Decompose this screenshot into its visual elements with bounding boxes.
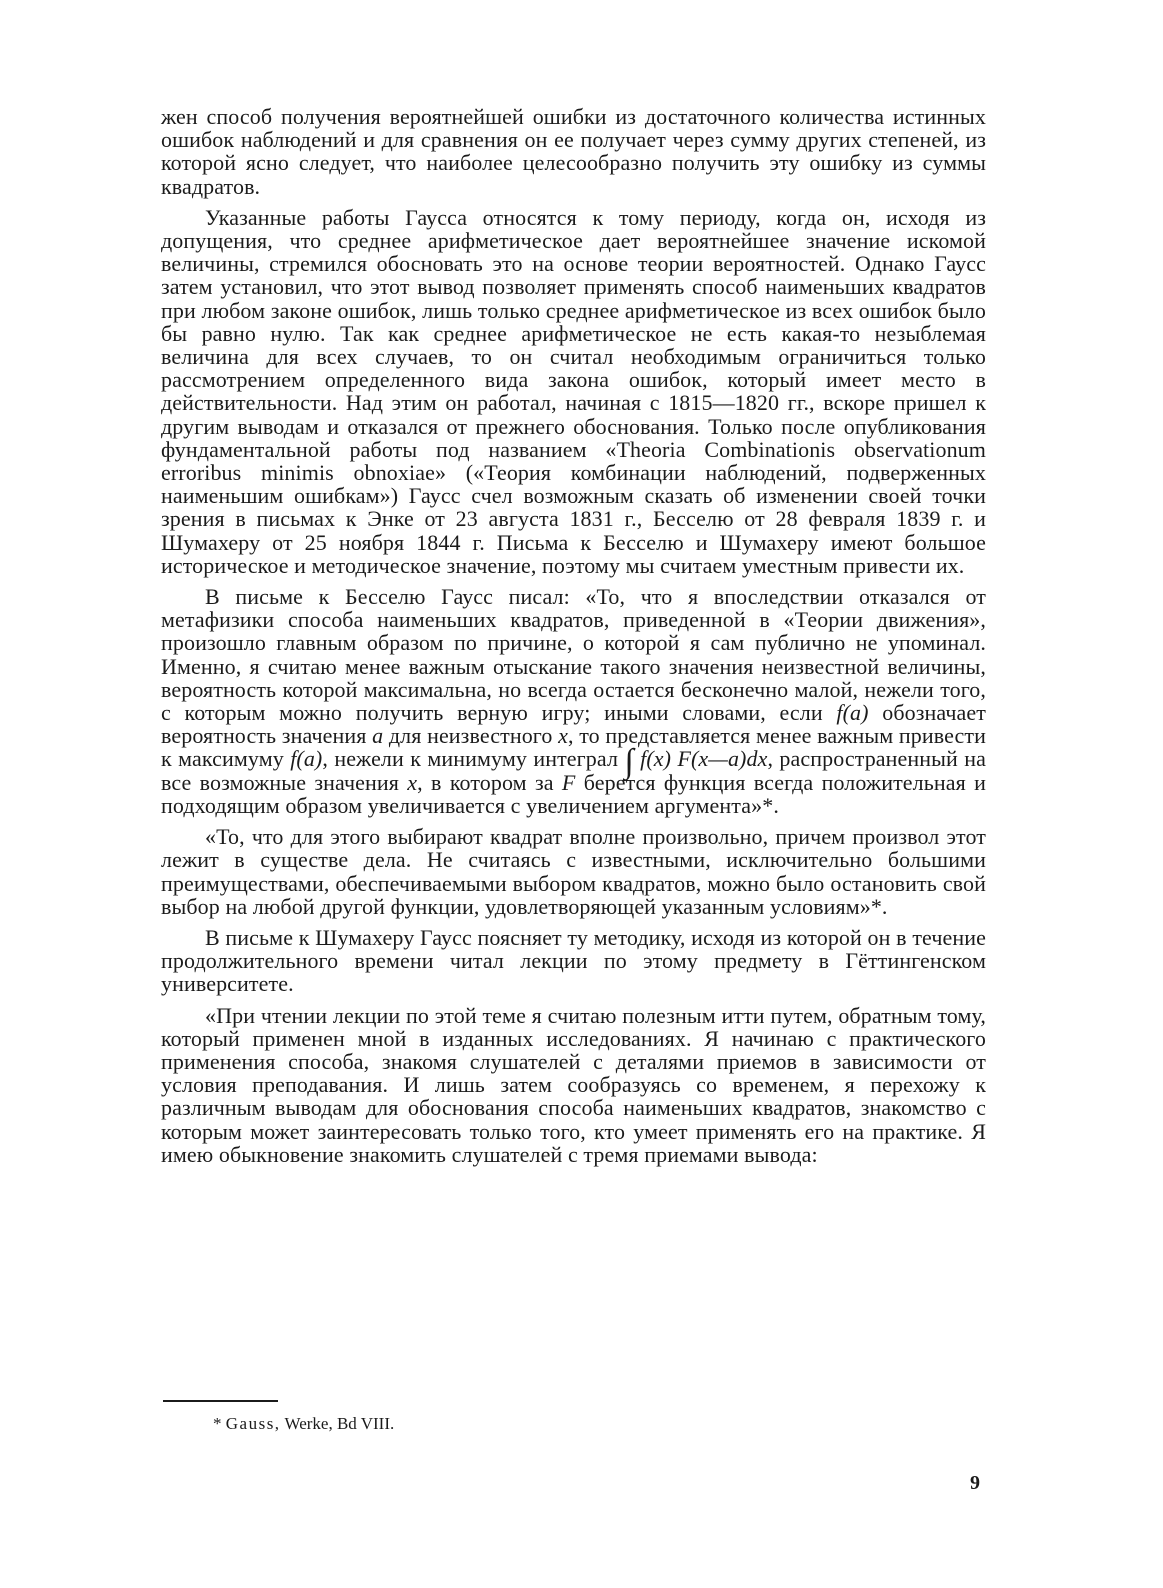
paragraph-3-text-h: берется функция всегда положительная и подходящим образом увеличивается с увеличением аргумента»*. <box>161 769 986 818</box>
variable-x: x <box>558 723 568 749</box>
paragraph-3-text-g: , в котором за <box>417 769 554 795</box>
paragraph-3-text-e: , нежели к минимуму интеграл <box>322 746 619 772</box>
paragraph-4: «То, что для этого выбирают квадрат вполне произвольно, причем произвол этот лежит в существе дела. Не считаясь с известными, исключительно большими преимуществами, обеспечиваемыми выбором квадратов, можно было остановить свой выбор на любой другой функции, удовлетворяющей указанным условиям»*. <box>161 824 986 919</box>
page-number: 9 <box>970 1472 980 1494</box>
paragraph-3-text-d: , то представляется менее важным привести к максимуму <box>161 723 986 772</box>
formula-integrand: f(x) F(x—a)dx <box>640 746 768 772</box>
main-text <box>161 105 986 1174</box>
paragraph-5: В письме к Шумахеру Гаусс поясняет ту методику, исходя из которой он в течение продолжительного времени читал лекции по этому предмету в Гёттингенском университете. <box>161 924 986 997</box>
paragraph-2: Указанные работы Гаусса относятся к тому периоду, когда он, исходя из допущения, что среднее арифметическое дает вероятнейшее значение искомой величины, стремился обосновать это на основе теории вероятностей. Однако Гаусс затем установил, что этот вывод позволяет применять способ наименьших квадратов при любом законе ошибок, лишь только среднее арифметическое из всех ошибок было бы равно нулю. Так как среднее арифметическое не есть какая-то незыблемая величина для всех случаев, то он считал необходимым ограничиться только рассмотрением определенного вида закона ошибок, который имеет место в действительности. Над этим он работал, начиная с 1815—1820 гг., вскоре пришел к другим выводам и отказался от прежнего обоснования. Только после опубликования фундаментальной работы под названием «Theoria Combinationis observationum erroribus minimis obnoxiae» («Теория комбинации наблюдений, подверженных наименьшим ошибкам») Гаусс счел возможным сказать об изменении своей точки зрения в письмах к Энке от 23 августа 1831 г., Бесселю от 28 февраля 1839 г. и Шумахеру от 25 ноября 1844 г. Письма к Бесселю и Шумахеру имеют большое историческое и методическое значение, поэтому мы считаем уместным привести их. <box>161 204 986 578</box>
paragraph-3-text-f: , распространенный на все возможные значения <box>161 746 987 795</box>
footnote-divider <box>163 1400 278 1402</box>
footnote-author: Gauss, <box>225 1414 281 1433</box>
paragraph-1: жен способ получения вероятнейшей ошибки из достаточного количества истинных ошибок наблюдений и для сравнения он ее получает через сумму других степеней, из которой ясно следует, что наиболее целесообразно получить эту ошибку из суммы квадратов. <box>161 104 986 199</box>
variable-F: F <box>561 769 576 795</box>
paragraph-3-text-c: для неизвестного <box>388 723 553 749</box>
formula-f-of-a-2: f(a) <box>290 746 323 772</box>
variable-x-2: x <box>407 769 418 795</box>
paragraph-3-text-b: обозначает вероятность значения <box>161 700 986 749</box>
paragraph-3-text-a: В письме к Бесселю Гаусс писал: «То, что я впоследствии отказался от метафизики способа наименьших квадратов, приведенной в «Теории движения», произошло главным образом по причине, о которой я сам публично не упоминал. Именно, я считаю менее важным отыскание такого значения неизвестной величины, вероятность которой максимальна, но всегда остается бесконечно малой, нежели того, с которым можно получить верную игру; иными словами, если <box>161 584 986 726</box>
formula-f-of-a: f(a) <box>836 700 869 726</box>
paragraph-6: «При чтении лекции по этой теме я считаю полезным итти путем, обратным тому, который применен мной в изданных исследованиях. Я начинаю с практического применения способа, знакомя слушателей с деталями приемов в зависимости от условия преподавания. И лишь затем сообразуясь со временем, я перехожу к различным выводам для обоснования способа наименьших квадратов, знакомство с которым может заинтересовать только того, кто умеет применять его на практике. Я имею обыкновение знакомить слушателей с тремя приемами вывода: <box>161 1002 986 1167</box>
integral-sign: ∫ <box>624 743 634 781</box>
paragraph-3 <box>161 585 986 817</box>
variable-a: a <box>372 723 384 749</box>
footnote-source: Werke, Bd VIII. <box>284 1414 395 1433</box>
footnote-marker: * <box>213 1414 222 1433</box>
footnote <box>213 1414 394 1434</box>
